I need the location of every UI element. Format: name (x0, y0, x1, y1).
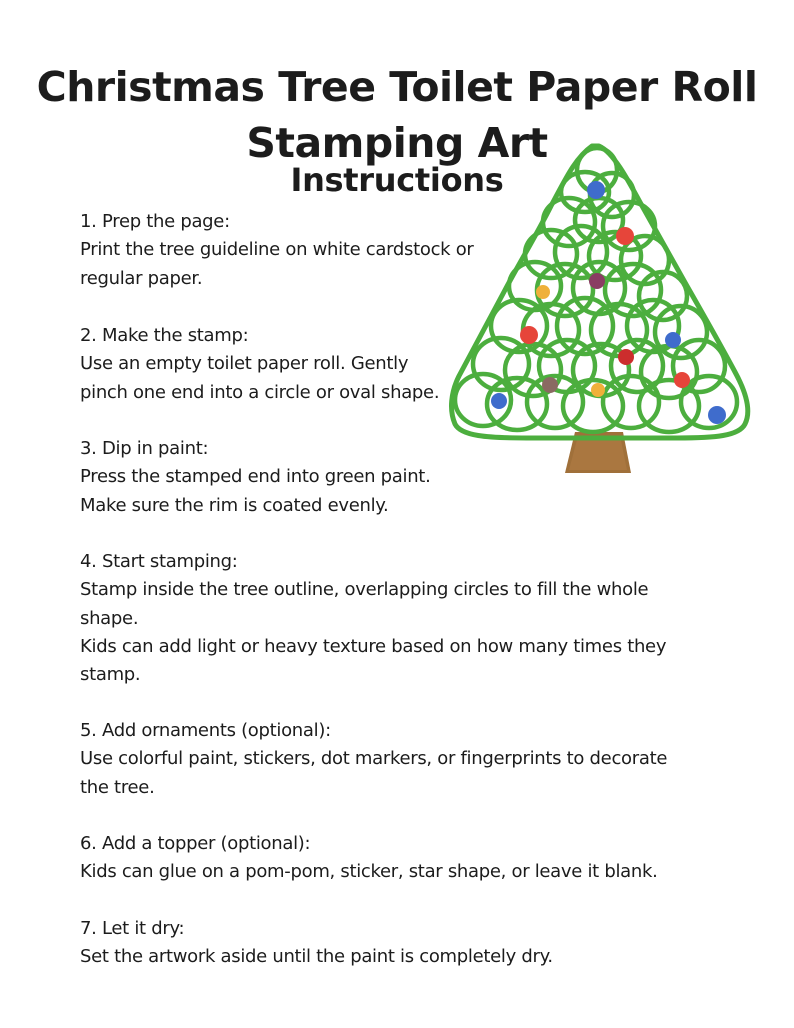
step-text-line: Make sure the rim is coated evenly. (80, 494, 389, 516)
ornament-dot (665, 332, 681, 348)
ornament-dot (591, 383, 605, 397)
step-heading: 3. Dip in paint: (80, 438, 209, 459)
step-text-line: pinch one end into a circle or oval shape. (80, 381, 440, 403)
ornament-dot (674, 372, 690, 388)
christmas-tree-illustration (447, 140, 753, 474)
ornament-dot (542, 377, 558, 393)
ornament-dot (589, 273, 605, 289)
step-text-line: Kids can add light or heavy texture based on how many times they (80, 635, 667, 657)
step-3 (80, 435, 431, 520)
step-heading: 6. Add a topper (optional): (80, 833, 311, 854)
step-text-line: regular paper. (80, 267, 203, 289)
step-heading: 5. Add ornaments (optional): (80, 720, 331, 741)
page-title-line-1: Christmas Tree Toilet Paper Roll (36, 63, 758, 112)
step-text-line: Use colorful paint, stickers, dot markers, or fingerprints to decorate (80, 748, 668, 770)
stamp-ring (681, 376, 737, 428)
step-text-line: Set the artwork aside until the paint is completely dry. (80, 946, 553, 968)
step-heading: 7. Let it dry: (80, 918, 185, 939)
stamp-ring (639, 380, 699, 432)
step-text-line: stamp. (80, 664, 141, 686)
step-text-line: shape. (80, 607, 139, 629)
ornament-dot (616, 227, 634, 245)
step-heading: 1. Prep the page: (80, 211, 230, 232)
step-2 (80, 322, 439, 407)
step-7 (80, 915, 553, 972)
step-1 (80, 208, 474, 293)
ornament-dot (520, 326, 538, 344)
step-4 (80, 548, 666, 689)
ornament-dot (708, 406, 726, 424)
ornament-dot (536, 285, 550, 299)
step-text-line: the tree. (80, 776, 155, 798)
ornament-dot (618, 349, 634, 365)
step-heading: 4. Start stamping: (80, 551, 238, 572)
ornament-dot (587, 181, 605, 199)
step-text-line: Stamp inside the tree outline, overlapping circles to fill the whole (80, 579, 649, 601)
step-5 (80, 717, 667, 802)
step-text-line: Kids can glue on a pom-pom, sticker, star shape, or leave it blank. (80, 861, 658, 883)
step-text-line: Use an empty toilet paper roll. Gently (80, 353, 409, 375)
step-heading: 2. Make the stamp: (80, 325, 249, 346)
ornament-dot (491, 393, 507, 409)
page-title-line-2: Stamping Art (246, 119, 548, 168)
step-6 (80, 830, 658, 887)
instructions-heading: Instructions (290, 161, 504, 199)
step-text-line: Print the tree guideline on white cardstock or (80, 239, 474, 261)
step-text-line: Press the stamped end into green paint. (80, 466, 431, 488)
